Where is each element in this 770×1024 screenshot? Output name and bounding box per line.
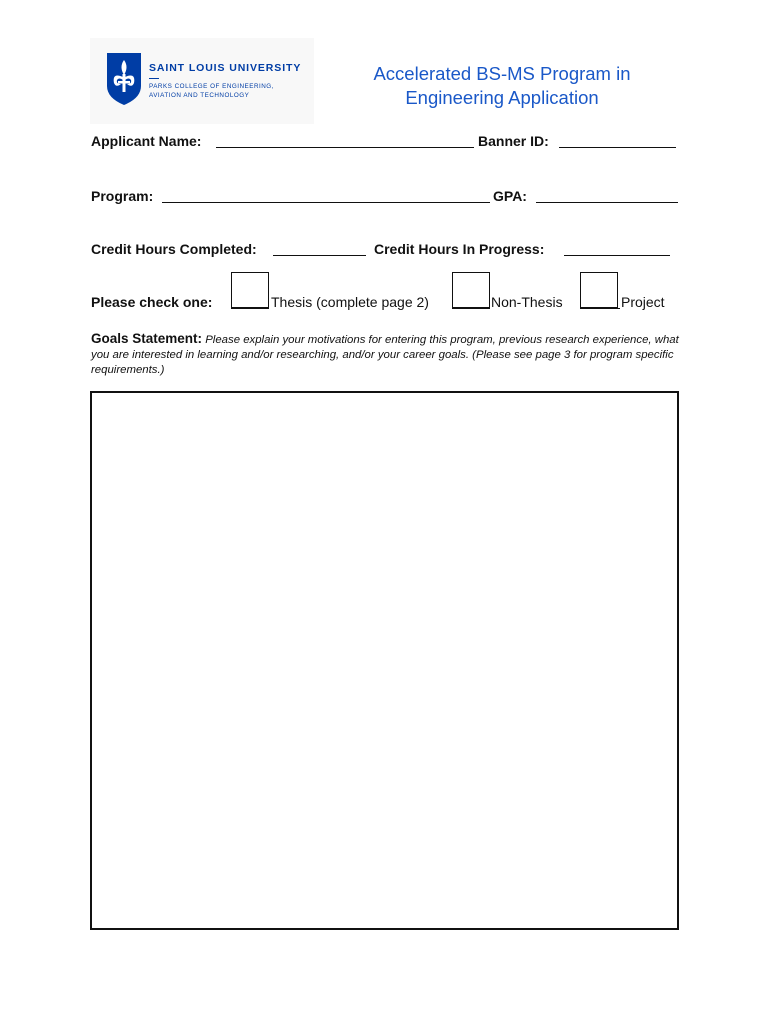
goals-statement bbox=[91, 331, 681, 378]
fleur-de-lis-shield-icon bbox=[106, 52, 142, 106]
credit-completed-label: Credit Hours Completed: bbox=[91, 241, 257, 257]
logo-university-name: SAINT LOUIS UNIVERSITY bbox=[149, 62, 302, 74]
credit-in-progress-label: Credit Hours In Progress: bbox=[374, 241, 545, 257]
credit-completed-field[interactable] bbox=[273, 255, 366, 256]
banner-id-field[interactable] bbox=[559, 147, 676, 148]
logo-divider bbox=[149, 78, 159, 79]
page-title bbox=[332, 62, 672, 110]
title-line2: Engineering Application bbox=[405, 87, 599, 108]
non-thesis-checkbox[interactable] bbox=[452, 272, 490, 308]
logo-college-line2: AVIATION AND TECHNOLOGY bbox=[149, 92, 250, 99]
non-thesis-checkbox-underline bbox=[452, 308, 490, 309]
program-label: Program: bbox=[91, 188, 154, 204]
thesis-checkbox[interactable] bbox=[231, 272, 269, 308]
check-one-label: Please check one: bbox=[91, 294, 213, 310]
goals-text-area[interactable] bbox=[90, 391, 679, 930]
thesis-option-label: Thesis (complete page 2) bbox=[271, 294, 429, 310]
goals-instructions: Please explain your motivations for entering this program, previous research experience, what you are interested in learning and/or researching, and/or your career goals. (Please see page 3 for program specific requirements.) bbox=[91, 334, 679, 376]
goals-heading: Goals Statement: bbox=[91, 331, 203, 346]
thesis-checkbox-underline bbox=[231, 308, 269, 309]
non-thesis-option-label: Non-Thesis bbox=[491, 294, 563, 310]
applicant-name-field[interactable] bbox=[216, 147, 474, 148]
title-line1: Accelerated BS-MS Program in bbox=[373, 63, 631, 84]
applicant-name-label: Applicant Name: bbox=[91, 133, 202, 149]
university-logo bbox=[90, 38, 314, 124]
program-field[interactable] bbox=[162, 202, 490, 203]
logo-college-line1: PARKS COLLEGE OF ENGINEERING, bbox=[149, 83, 274, 90]
banner-id-label: Banner ID: bbox=[478, 133, 549, 149]
project-checkbox-underline bbox=[580, 308, 620, 309]
project-option-label: Project bbox=[621, 294, 665, 310]
credit-in-progress-field[interactable] bbox=[564, 255, 670, 256]
gpa-field[interactable] bbox=[536, 202, 678, 203]
project-checkbox[interactable] bbox=[580, 272, 618, 308]
gpa-label: GPA: bbox=[493, 188, 527, 204]
